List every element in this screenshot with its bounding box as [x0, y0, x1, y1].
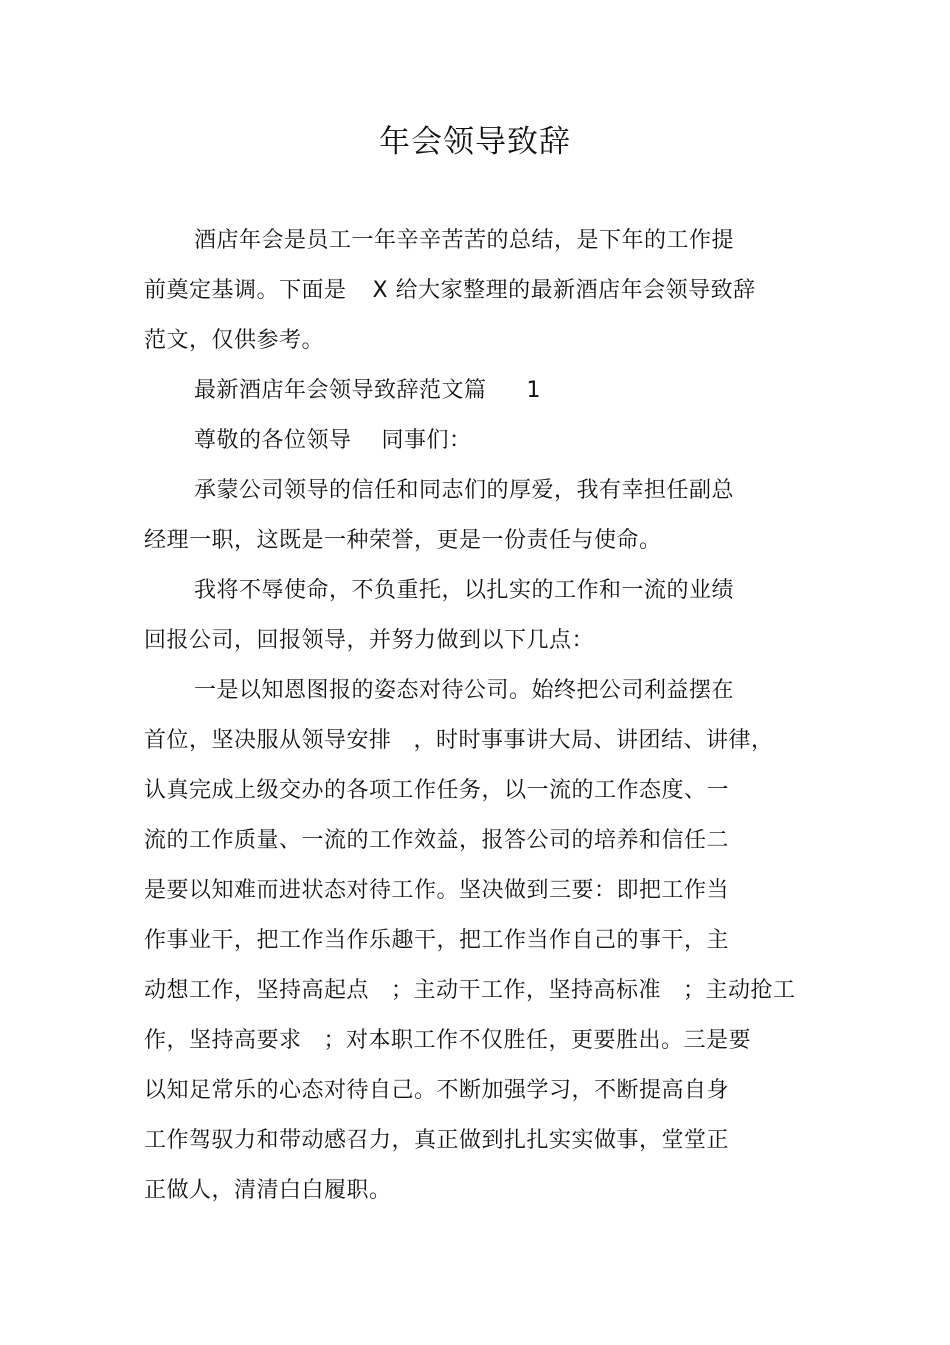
paragraph-line [144, 826, 729, 856]
paragraph-line [144, 876, 729, 906]
text-run: 一是以知恩图报的姿态对待公司。始终把公司利益摆在 [194, 678, 735, 703]
text-run: 1 [526, 378, 542, 403]
text-run: 作，坚持高要求 [144, 1028, 302, 1053]
document-title: 年会领导致辞 [379, 124, 571, 160]
text-run: 动想工作，坚持高起点 [144, 978, 370, 1003]
paragraph-line [144, 976, 796, 1006]
text-run: X 给大家整理的最新酒店年会领导致辞 [372, 278, 756, 303]
paragraph-line [194, 576, 734, 606]
text-run: 回报公司，回报领导，并努力做到以下几点： [144, 628, 595, 653]
text-run: 范文，仅供参考。 [144, 328, 325, 353]
text-run: 同事们： [381, 428, 472, 453]
paragraph-line [194, 676, 734, 706]
text-run: 工作驾驭力和带动感召力，真正做到扎扎实实做事，堂堂正 [144, 1128, 730, 1153]
text-run: 前奠定基调。下面是 [144, 278, 347, 303]
text-run: 酒店年会是员工一年辛辛苦苦的总结，是下年的工作提 [194, 228, 735, 253]
paragraph-line [144, 776, 729, 806]
paragraph-line [144, 626, 594, 656]
text-run: 流的工作质量、一流的工作效益，报答公司的培养和信任二 [144, 828, 730, 853]
paragraph-line [144, 1026, 751, 1056]
paragraph-line [144, 526, 662, 556]
text-run: 认真完成上级交办的各项工作任务，以一流的工作态度、一 [144, 778, 730, 803]
section-heading [194, 376, 541, 406]
text-run: 我将不辱使命，不负重托，以扎实的工作和一流的业绩 [194, 578, 735, 603]
text-run: 承蒙公司领导的信任和同志们的厚爱，我有幸担任副总 [194, 478, 735, 503]
text-run: 尊敬的各位领导 [194, 428, 352, 453]
text-run: 正做人，清清白白履职。 [144, 1178, 392, 1203]
paragraph-line [144, 1076, 729, 1106]
paragraph-line [144, 1126, 729, 1156]
text-run: 以知足常乐的心态对待自己。不断加强学习，不断提高自身 [144, 1078, 730, 1103]
paragraph-line [144, 926, 729, 956]
text-run: ；主动干工作，坚持高标准 [391, 978, 662, 1003]
text-run: ，时时事事讲大局、讲团结、讲律， [413, 728, 774, 753]
text-run: 首位，坚决服从领导安排 [144, 728, 392, 753]
paragraph-line [144, 326, 324, 356]
text-run: ；对本职工作不仅胜任，更要胜出。三是要 [323, 1028, 752, 1053]
text-run: 最新酒店年会领导致辞范文篇 [194, 378, 487, 403]
paragraph-line [194, 476, 734, 506]
text-run: 经理一职，这既是一种荣誉，更是一份责任与使命。 [144, 528, 662, 553]
paragraph-line [144, 1176, 392, 1206]
salutation-line [194, 426, 472, 456]
paragraph-line [144, 726, 774, 756]
text-run: ；主动抢工 [683, 978, 796, 1003]
paragraph-line [144, 276, 756, 306]
text-run: 作事业干，把工作当作乐趣干，把工作当作自己的事干，主 [144, 928, 730, 953]
text-run: 是要以知难而进状态对待工作。坚决做到三要：即把工作当 [144, 878, 730, 903]
paragraph-line [194, 226, 734, 256]
